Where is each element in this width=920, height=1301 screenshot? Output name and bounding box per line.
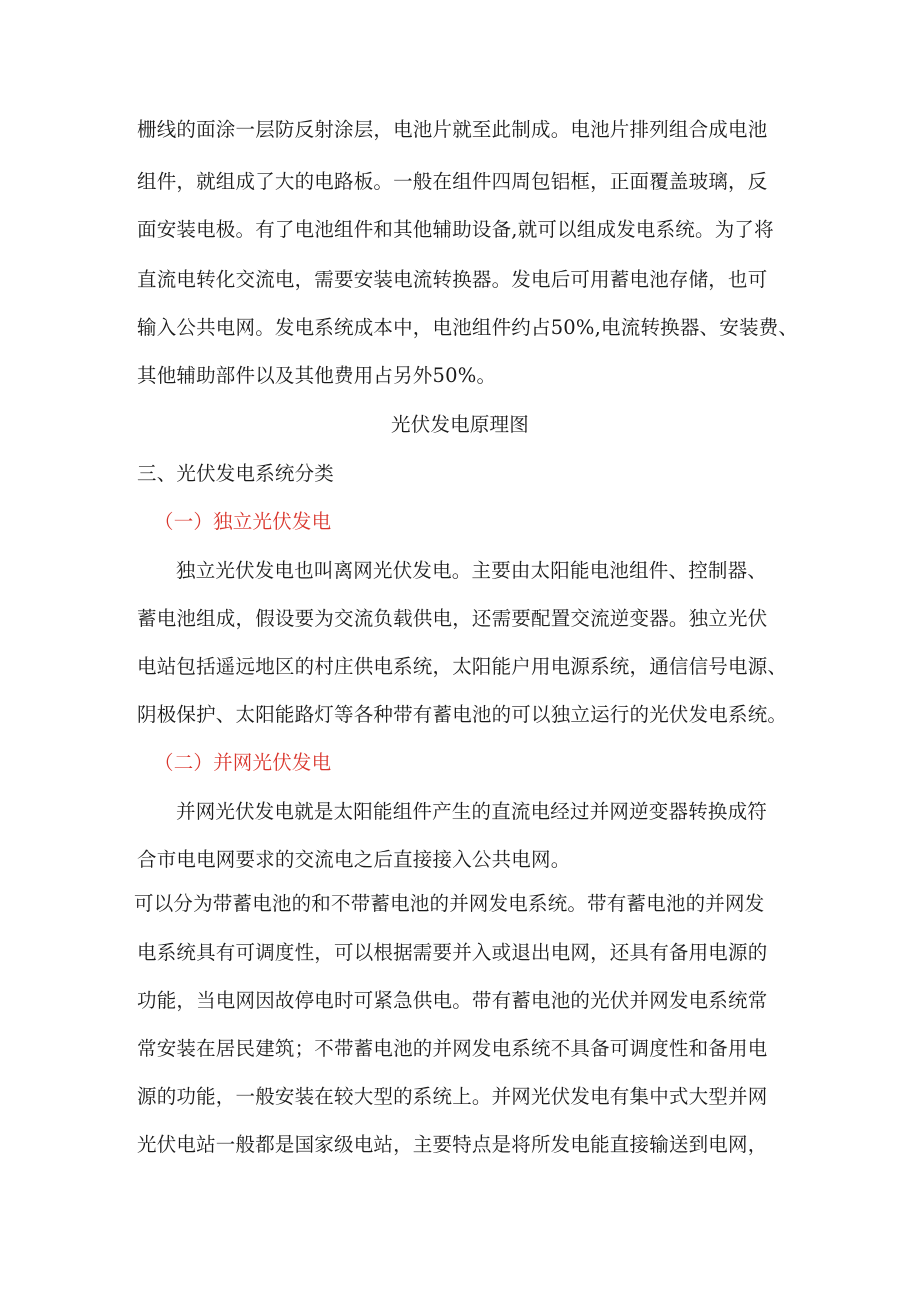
paragraph-line: 栅线的面涂一层防反射涂层，电池片就至此制成。电池片排列组合成电池 [137,118,768,141]
paragraph-line: 光伏电站一般都是国家级电站，主要特点是将所发电能直接输送到电网， [137,1133,768,1156]
paragraph-line: 源的功能，一般安装在较大型的系统上。并网光伏发电有集中式大型并网 [137,1085,768,1108]
paragraph-line: 电站包括遥远地区的村庄供电系统，太阳能户用电源系统，通信信号电源、 [137,655,788,678]
subsection-heading-grid: （二）并网光伏发电 [154,751,332,774]
paragraph-line: 蓄电池组成，假设要为交流负载供电，还需要配置交流逆变器。独立光伏 [137,607,768,630]
paragraph-line: 常安装在居民建筑；不带蓄电池的并网发电系统不具备可调度性和备用电 [137,1037,768,1060]
paragraph-line: 组件，就组成了大的电路板。一般在组件四周包铝框，正面覆盖玻璃，反 [137,170,768,193]
paragraph-line: 并网光伏发电就是太阳能组件产生的直流电经过并网逆变器转换成符 [176,800,768,823]
paragraph-line: 可以分为带蓄电池的和不带蓄电池的并网发电系统。带有蓄电池的并网发 [134,892,765,915]
section-heading: 三、光伏发电系统分类 [137,462,335,485]
paragraph-line: 电系统具有可调度性，可以根据需要并入或退出电网，还具有备用电源的 [137,941,768,964]
figure-caption: 光伏发电原理图 [391,413,529,436]
paragraph-line: 阴极保护、太阳能路灯等各种带有蓄电池的可以独立运行的光伏发电系统。 [137,703,788,726]
paragraph-line: 功能，当电网因故停电时可紧急供电。带有蓄电池的光伏并网发电系统常 [137,989,768,1012]
paragraph-line: 其他辅助部件以及其他费用占另外50%。 [137,364,497,387]
subsection-heading-standalone: （一）独立光伏发电 [154,510,332,533]
paragraph-line: 合市电电网要求的交流电之后直接接入公共电网。 [137,848,571,871]
paragraph-line: 直流电转化交流电，需要安装电流转换器。发电后可用蓄电池存储，也可 [137,268,768,291]
paragraph-line: 输入公共电网。发电系统成本中，电池组件约占50%,电流转换器、安装费、 [137,316,799,339]
paragraph-line: 独立光伏发电也叫离网光伏发电。主要由太阳能电池组件、控制器、 [176,559,768,582]
paragraph-line: 面安装电极。有了电池组件和其他辅助设备,就可以组成发电系统。为了将 [137,218,774,241]
